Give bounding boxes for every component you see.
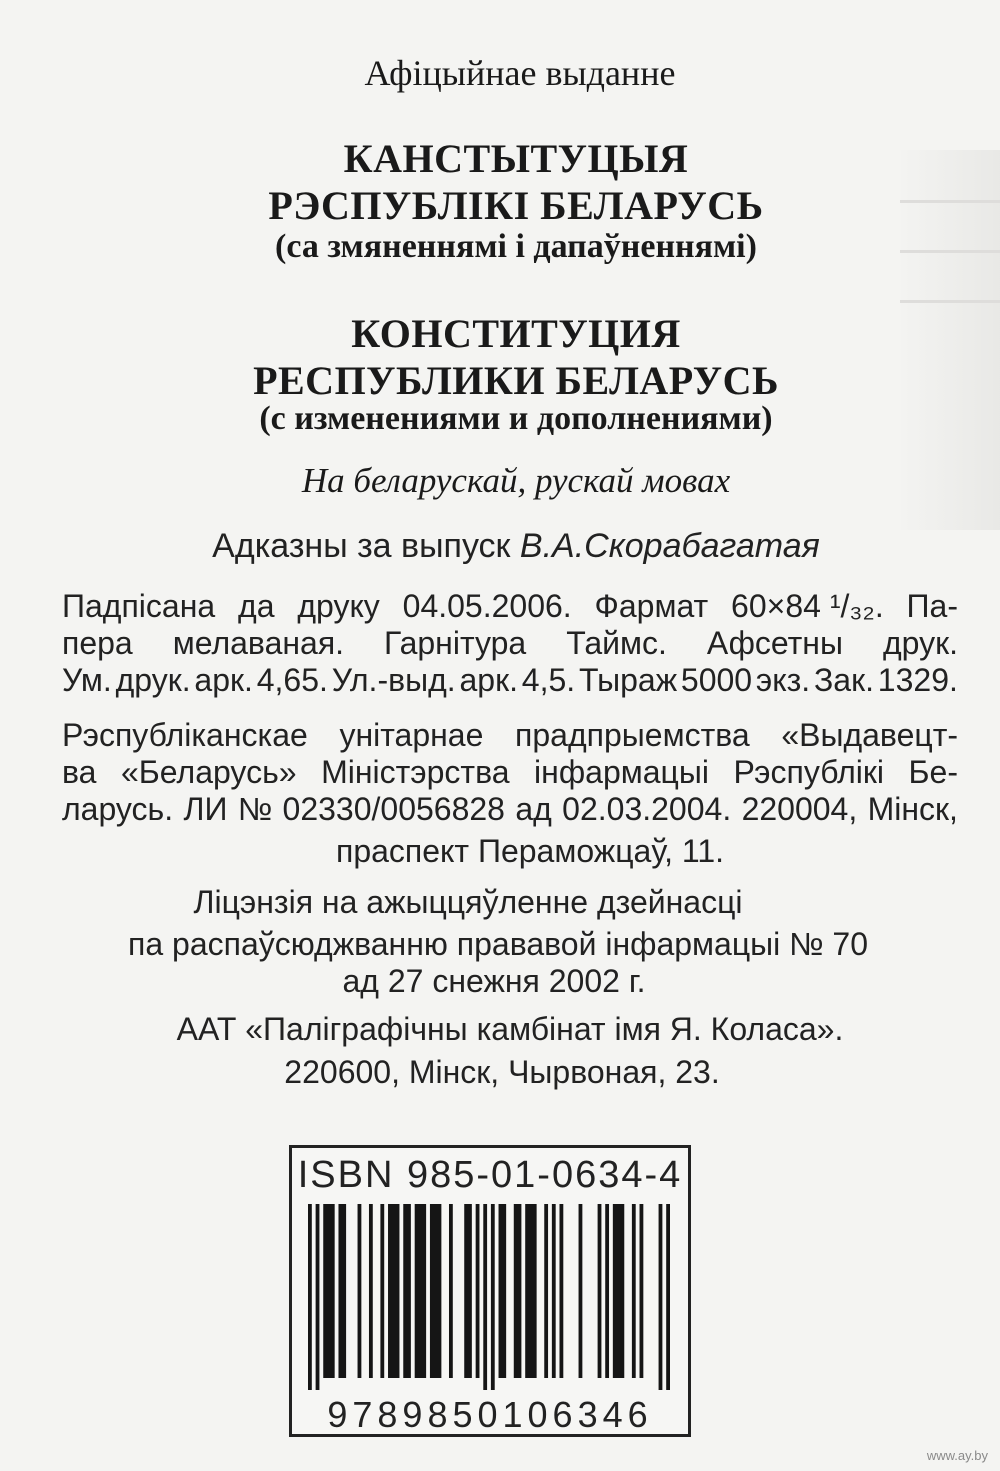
word: ларусь. <box>62 791 174 827</box>
subtitle-ru: (с изменениями и дополнениями) <box>259 400 773 437</box>
barcode-bar <box>632 1204 636 1378</box>
bleed-through-line <box>900 300 1000 303</box>
word: «Выдавецт- <box>781 717 958 753</box>
print-info-row <box>62 588 958 625</box>
word: Бе- <box>908 754 958 790</box>
word: мелаваная. <box>172 625 345 661</box>
word: Па- <box>906 588 958 624</box>
word: 1329. <box>877 662 958 698</box>
barcode-bar <box>544 1204 548 1378</box>
license-line2: па распаўсюджванню прававой інфармацыі № 70 <box>128 926 868 962</box>
word: Міністэрства <box>321 754 510 790</box>
word: Ум. <box>62 662 112 698</box>
word: экз. <box>755 662 811 698</box>
barcode-bar <box>308 1204 312 1390</box>
responsible-line <box>16 527 1000 566</box>
word: да <box>238 588 275 624</box>
title-be-line1: КАНСТЫТУЦЫЯ <box>343 136 689 181</box>
word: друку <box>297 588 380 624</box>
barcode-bar <box>598 1204 602 1378</box>
word: Зак. <box>813 662 874 698</box>
publisher-address: праспект Пераможцаў, 11. <box>336 833 724 869</box>
license-line3: ад 27 снежня 2002 г. <box>342 963 646 999</box>
responsible-label: Адказны за выпуск <box>212 527 511 565</box>
title-ru-line1: КОНСТИТУЦИЯ <box>351 311 681 356</box>
word: Ул.-выд. <box>331 662 456 698</box>
word: пера <box>62 625 133 661</box>
printer-line2: 220600, Мінск, Чырвоная, 23. <box>284 1054 720 1090</box>
word: 4,5. <box>521 662 576 698</box>
word: прадпрыемства <box>515 717 750 753</box>
barcode-bar <box>491 1204 495 1390</box>
official-edition-label: Афіцыйнае выданне <box>364 53 676 93</box>
word: Падпісана <box>62 588 216 624</box>
responsible-name: В.А.Скорабагатая <box>519 527 820 565</box>
barcode-bar <box>369 1204 373 1378</box>
word: Тыраж <box>578 662 678 698</box>
word: Афсетны <box>706 625 843 661</box>
barcode-bar <box>430 1204 441 1378</box>
word: 02.03.2004. <box>562 791 732 827</box>
barcode-bar <box>403 1204 411 1378</box>
word: ва <box>62 754 97 790</box>
word: друк. <box>115 662 191 698</box>
barcode-bar <box>579 1204 583 1378</box>
word: інфармацыі <box>534 754 709 790</box>
word: унітарнае <box>339 717 484 753</box>
languages-note: На беларускай, рускай мовах <box>301 461 731 500</box>
barcode-bar <box>525 1204 536 1378</box>
barcode-bar <box>666 1204 670 1390</box>
word: Рэспубліканскае <box>62 717 308 753</box>
barcode-bar <box>358 1204 362 1378</box>
barcode-bar <box>388 1204 399 1378</box>
barcode-bar <box>476 1204 480 1378</box>
barcode-bar <box>323 1204 334 1378</box>
ean-barcode <box>308 1204 670 1390</box>
subtitle-be: (са змяненнямі і дапаўненнямі) <box>275 228 757 265</box>
title-ru-line2: РЕСПУБЛИКИ БЕЛАРУСЬ <box>253 358 779 403</box>
printer-line1: ААТ «Паліграфічны камбінат імя Я. Коласа». <box>176 1011 844 1047</box>
barcode-bar <box>483 1204 487 1390</box>
word: Гарнітура <box>384 625 527 661</box>
word: 02330/0056828 <box>282 791 505 827</box>
word: Фармат <box>594 588 709 624</box>
print-info-row <box>62 625 958 662</box>
word: ЛИ <box>183 791 228 827</box>
barcode-bar <box>415 1204 426 1378</box>
word: № <box>237 791 273 827</box>
barcode-bar <box>514 1204 522 1378</box>
barcode-bar <box>613 1204 624 1378</box>
license-line1: Ліцэнзія на ажыццяўленне дзейнасці <box>193 884 743 920</box>
word: арк. <box>194 662 253 698</box>
word: «Беларусь» <box>120 754 297 790</box>
print-info-row <box>62 662 958 699</box>
word: 220004, <box>741 791 858 827</box>
barcode-bar <box>380 1204 384 1378</box>
publisher-row <box>62 791 958 828</box>
word: 60×84 ¹/₃₂. <box>731 588 884 624</box>
publisher-row <box>62 717 958 754</box>
barcode-bar <box>640 1204 644 1378</box>
print-info-block <box>62 588 958 699</box>
barcode-bar <box>552 1204 556 1378</box>
isbn-number: ISBN 985-01-0634-4 <box>297 1154 683 1196</box>
word: Таймс. <box>566 625 667 661</box>
isbn-barcode-box <box>289 1145 691 1437</box>
barcode-bar <box>659 1204 663 1390</box>
barcode-bar <box>605 1204 609 1378</box>
word: 5000 <box>680 662 753 698</box>
barcode-bar <box>499 1204 507 1378</box>
word: Рэспублікі <box>733 754 884 790</box>
barcode-bar <box>338 1204 346 1378</box>
word: Мінск, <box>867 791 958 827</box>
ean-digits: 9789850106346 <box>327 1394 653 1435</box>
word: друк. <box>882 625 958 661</box>
word: 04.05.2006. <box>402 588 572 624</box>
word: ад <box>515 791 552 827</box>
publisher-row <box>62 754 958 791</box>
barcode-bar <box>559 1204 563 1378</box>
word: 4,65. <box>256 662 328 698</box>
site-watermark: www.ay.by <box>926 1448 988 1463</box>
publisher-block <box>62 717 958 828</box>
barcode-bar <box>464 1204 472 1378</box>
word: арк. <box>459 662 518 698</box>
barcode-bar <box>316 1204 320 1390</box>
title-be-line2: РЭСПУБЛІКІ БЕЛАРУСЬ <box>268 183 764 228</box>
barcode-bar <box>449 1204 453 1378</box>
